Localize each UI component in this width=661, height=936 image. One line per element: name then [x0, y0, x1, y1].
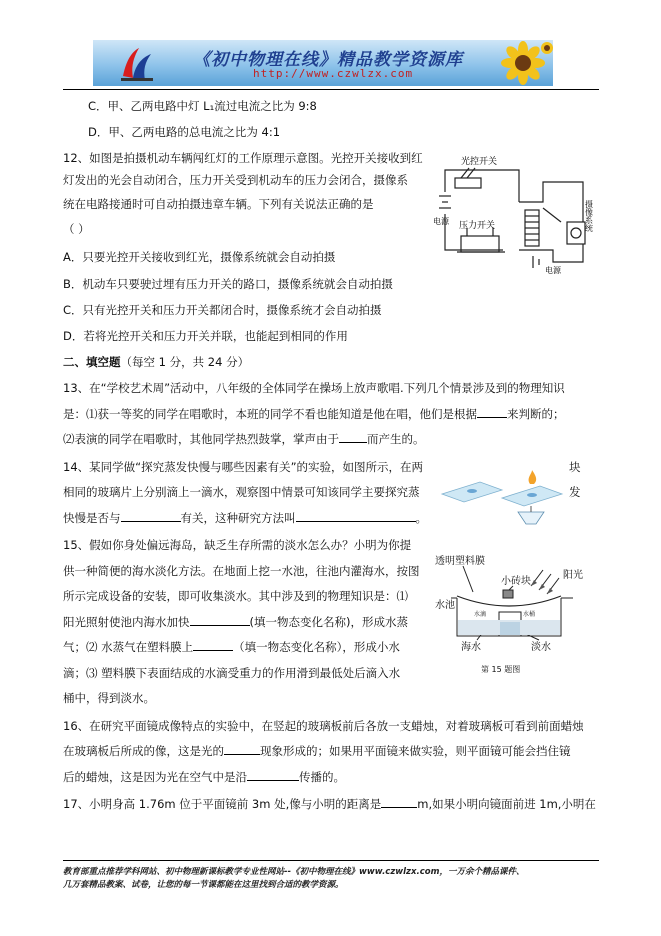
q14-line3-mid: 有关，这种研究方法叫 — [180, 511, 296, 525]
q13-blank1[interactable] — [477, 406, 507, 418]
pool-label: 水池 — [435, 600, 455, 611]
q15-blank2[interactable] — [193, 639, 233, 651]
section2-title: 二、填空题 — [63, 355, 121, 369]
q16-blank1[interactable] — [224, 743, 260, 755]
q12-line1: 12、如图是拍摄机动车辆闯红灯的工作原理示意图。光控开关接收到红 — [63, 151, 423, 165]
light-switch-label: 光控开关 — [461, 157, 498, 167]
stone-label: 小砖块 — [501, 576, 531, 587]
q15-line4 — [63, 614, 408, 630]
sunlight-label: 阳光 — [563, 570, 583, 581]
q14-line1-right: 块 — [569, 460, 581, 474]
footer-rule — [63, 860, 599, 861]
q15-line1: 15、假如你身处偏远海岛，缺乏生存所需的淡水怎么办？小明为你提 — [63, 538, 412, 552]
option-c-q11: C．甲、乙两电路中灯 L₁流过电流之比为 9:8 — [88, 99, 317, 113]
q13-line2-end: 来判断的； — [507, 407, 565, 421]
header-rule — [63, 89, 599, 90]
q15-line4-end: (填一物态变化名称)，形成水蒸 — [249, 615, 408, 629]
q17-line1 — [63, 796, 596, 812]
q15-line5 — [63, 639, 400, 655]
q15-desalination-figure — [433, 552, 599, 677]
q14-line3 — [63, 510, 427, 526]
sunflower-icon — [493, 40, 553, 86]
power-left-label: 电源 — [433, 217, 449, 226]
q13-line2-text: 是：⑴获一等奖的同学在唱歌时，本班的同学不看也能知道是他在唱，他们是根据 — [63, 407, 477, 421]
q14-line2-right: 发 — [569, 485, 581, 499]
power-bottom-label: 电源 — [545, 266, 561, 274]
q13-line3-end: 而产生的。 — [367, 432, 425, 446]
water-drop-label: 水滴 — [474, 611, 487, 618]
site-logo-icon — [117, 46, 157, 82]
q14-blank2[interactable] — [296, 510, 416, 522]
bucket-label: 水桶 — [523, 611, 536, 618]
q12-option-b: B．机动车只要驶过埋有压力开关的路口，摄像系统就会自动拍摄 — [63, 277, 393, 291]
header-banner — [93, 40, 553, 86]
q14-line2: 相同的玻璃片上分别滴上一滴水，观察图中情景可知该同学主要探究蒸 — [63, 485, 420, 499]
q15-line4-text: 阳光照射使池内海水加快 — [63, 615, 190, 629]
footer-line1: 教育部重点推荐学科网站、初中物理新课标教学专业性网站--《初中物理在线》www.czwlzx.com，一万余个精品课件、 — [63, 867, 525, 877]
section2-heading — [63, 354, 249, 370]
freshwater-label: 淡水 — [531, 642, 551, 653]
q15-figure-caption: 第 15 题图 — [481, 665, 521, 674]
q17-line1-end: m,如果小明向镜面前进 1m,小明在 — [417, 797, 596, 811]
q13-line2 — [63, 406, 565, 422]
q12-answer-bracket: （ ） — [63, 222, 90, 236]
q17-blank1[interactable] — [381, 796, 417, 808]
q12-option-c: C．只有光控开关和压力开关都闭合时，摄像系统才会自动拍摄 — [63, 303, 382, 317]
q16-line1: 16、在研究平面镜成像特点的实验中，在竖起的玻璃板前后各放一支蜡烛，对着玻璃板可看到前面蜡烛 — [63, 719, 584, 733]
q15-line2: 供一种简便的海水淡化方法。在地面上挖一水池，往池内灌海水，按图 — [63, 564, 420, 578]
q15-line5-text: 气；⑵ 水蒸气在塑料膜上 — [63, 640, 194, 654]
film-label: 透明塑料膜 — [435, 556, 485, 567]
q13-line1: 13、在“学校艺术周”活动中，八年级的全体同学在操场上放声歌唱.下列几个情景涉及到的物理知识 — [63, 381, 565, 395]
q14-line3-text: 快慢是否与 — [63, 511, 121, 525]
q13-line3-text: ⑵表演的同学在唱歌时，其他同学热烈鼓掌，掌声由于 — [63, 432, 339, 446]
q16-blank2[interactable] — [247, 769, 299, 781]
q16-line2-end: 现象形成的；如果用平面镜来做实验，则平面镜可能会挡住镜 — [260, 744, 571, 758]
pressure-switch-label: 压力开关 — [459, 221, 496, 231]
option-d-q11: D．甲、乙两电路的总电流之比为 4:1 — [88, 125, 281, 139]
q14-line1: 14、某同学做“探究蒸发快慢与哪些因素有关”的实验，如图所示，在两 — [63, 460, 424, 474]
q15-blank1[interactable] — [190, 614, 250, 626]
q14-line3-end: 。 — [415, 511, 427, 525]
seawater-label: 海水 — [461, 642, 481, 653]
q16-line2-text: 在玻璃板后所成的像，这是光的 — [63, 744, 224, 758]
q16-line3 — [63, 769, 345, 785]
q17-line1-text: 17、小明身高 1.76m 位于平面镜前 3m 处,像与小明的距离是 — [63, 797, 382, 811]
q16-line3-text: 后的蜡烛，这是因为光在空气中是沿 — [63, 770, 247, 784]
q12-option-a: A．只要光控开关接收到红光，摄像系统就会自动拍摄 — [63, 250, 336, 264]
q15-line7: 桶中，得到淡水。 — [63, 691, 155, 705]
camera-label: 摄像系统 — [584, 200, 594, 232]
q14-blank1[interactable] — [121, 510, 181, 522]
banner-url: http://www.czwlzx.com — [253, 67, 414, 80]
q15-line3: 所示完成设备的安装，即可收集淡水。其中涉及到的物理知识是：⑴ — [63, 589, 408, 603]
banner-title: 《初中物理在线》精品教学资源库 — [193, 50, 463, 70]
q15-line6: 滴；⑶ 塑料膜下表面结成的水滴受重力的作用滑到最低处后滴入水 — [63, 666, 401, 680]
q15-line5-end: （填一物态变化名称），形成小水 — [233, 640, 400, 654]
q13-line3 — [63, 431, 425, 447]
q16-line2 — [63, 743, 571, 759]
q12-option-d: D．若将光控开关和压力开关并联，也能起到相同的作用 — [63, 329, 348, 343]
q12-line2: 灯发出的光会自动闭合，压力开关受到机动车的压力会闭合，摄像系 — [63, 173, 408, 187]
section2-note: （每空 1 分，共 24 分） — [120, 355, 250, 369]
q16-line3-end: 传播的。 — [299, 770, 345, 784]
footer-line2: 几万套精品教案、试卷，让您的每一节课都能在这里找到合适的教学资源。 — [63, 880, 344, 890]
q14-glass-figure — [440, 470, 565, 530]
q13-blank2[interactable] — [339, 431, 367, 443]
q12-circuit-figure — [433, 152, 599, 274]
q12-line3: 统在电路接通时可自动拍摄违章车辆。下列有关说法正确的是 — [63, 197, 374, 211]
